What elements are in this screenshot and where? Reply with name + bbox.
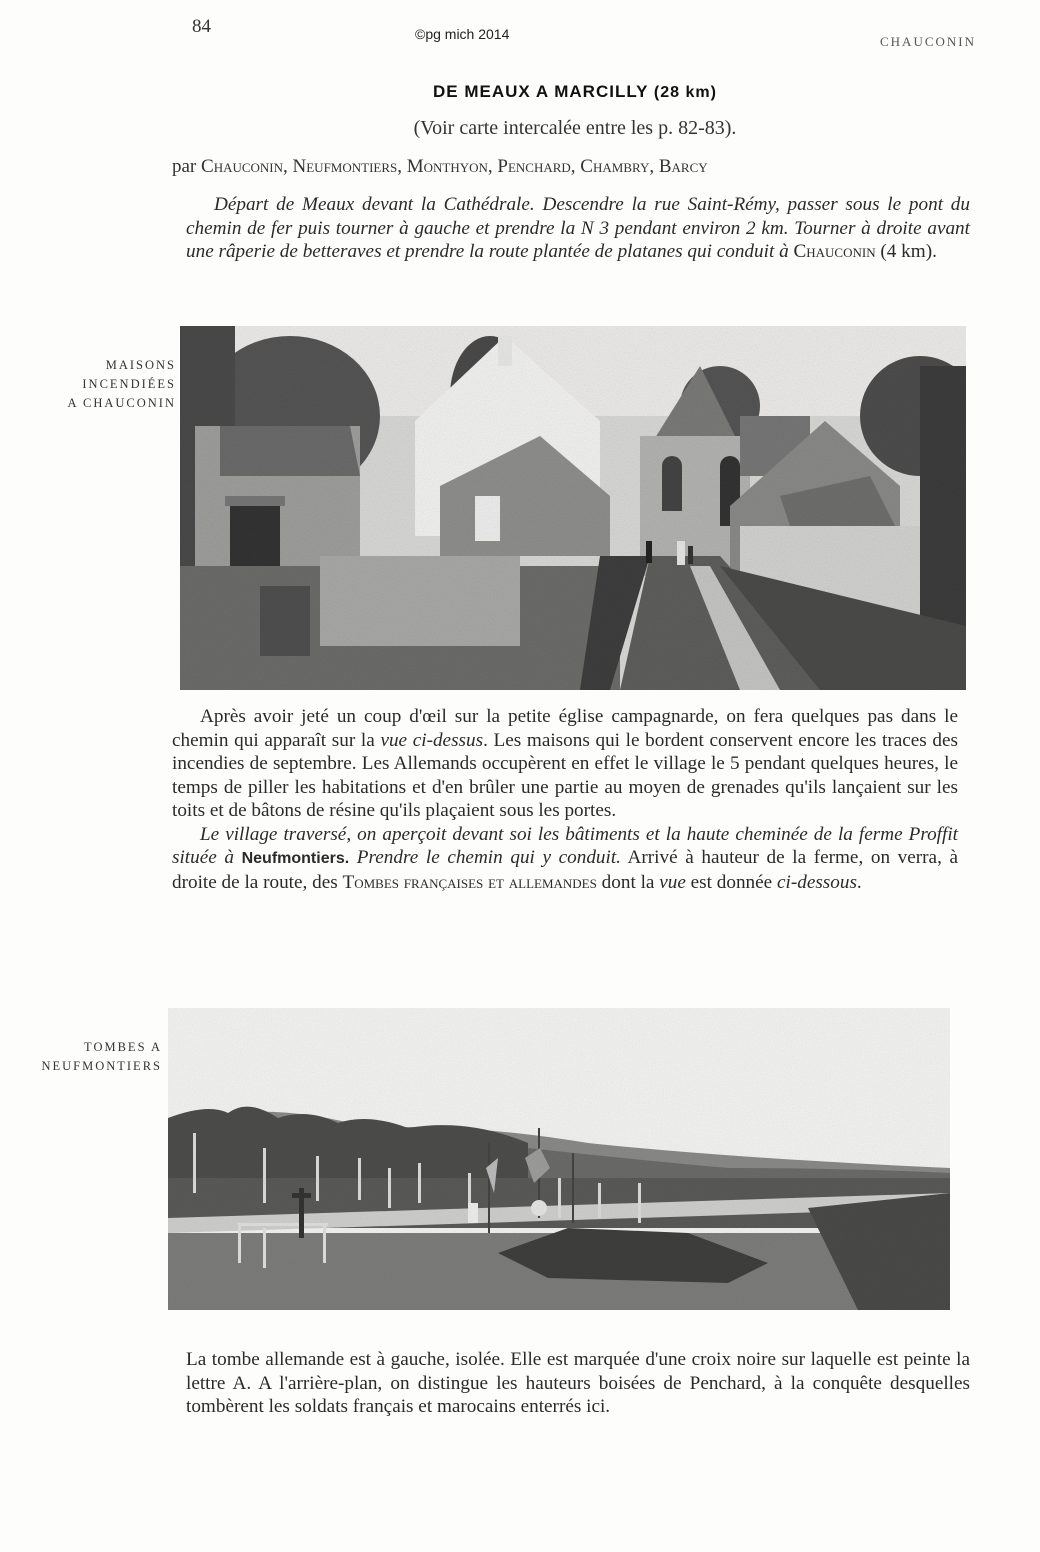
paragraph-1 [172,705,958,823]
text-run-smallcaps: Tombes françaises et allemandes [342,871,597,893]
route-title-text: DE MEAUX A MARCILLY [433,82,649,101]
paragraph-2 [172,823,958,895]
route-via [172,156,972,178]
caption-line: A CHAUCONIN [67,396,176,410]
body-text [172,705,958,894]
text-run: est donnée [690,871,773,893]
text-run: dont la [601,871,655,893]
place-name-bold: Neufmontiers. [241,850,350,867]
caption-line: TOMBES A [84,1040,162,1054]
photo-graves-image [168,1008,950,1310]
closing-paragraph [186,1348,970,1419]
map-note: (Voir carte intercalée entre les p. 82-83). [413,117,737,139]
text-run: . Les maisons qui le bordent conservent encore les traces des incendies de septembre. Les Allemands occupèrent en effet le village le 5 pendant quelques heures, le temps de piller les habitations et d'en brûler une partie au moyen de grenades qu'ils lançaient sur les toits et de bâtons de résine qu'ils plaçaient sous les portes. [172,729,958,821]
figure-2-caption [10,1038,162,1076]
text-run: Après avoir jeté un coup d'œil sur la petite église campagnarde, on fera quelques pas dans le chemin qui apparaît sur la [172,706,958,751]
caption-line: MAISONS [105,358,176,372]
text-run: Arrivé à hauteur de la ferme, on verra, à droite de la route, des [172,847,959,893]
photo-houses-chauconin [180,326,966,690]
text-run-italic: vue ci-dessus [380,729,484,751]
route-distance: (28 km) [653,84,717,101]
text-run-italic: ci-dessous [776,871,857,893]
watermark-text: ©pg mich 2014 [415,26,510,42]
intro-text-2: (4 km). [880,241,937,262]
intro-paragraph [186,193,970,264]
closing-text: La tombe allemande est à gauche, isolée. Elle est marquée d'une croix noire sur laquelle est peinte la lettre A. A l'arrière-plan, on distingue les hauteurs boisées de Penchard, à la conquête desquelles tombèrent les soldats français et marocains enterrés ici. [186,1349,970,1417]
route-title [170,82,980,102]
caption-line: INCENDIÉES [82,377,176,391]
photo-graves-neufmontiers [168,1008,950,1310]
running-head: CHAUCONIN [880,34,976,49]
caption-line: NEUFMONTIERS [41,1059,162,1073]
text-run-italic: vue [659,871,686,893]
page-number: 84 [192,16,211,37]
via-prefix: par [172,156,197,177]
text-run-italic: Le village traversé, on aperçoit devant soi les bâtiments et la haute cheminée de la ferme Proffit située à [172,823,958,868]
intro-place: Chauconin [793,241,876,262]
intro-text-1: Départ de Meaux devant la Cathédrale. Descendre la rue Saint-Rémy, passer sous le pont du chemin de fer puis tourner à gauche et prendre la N 3 pendant environ 2 km. Tourner à droite avant une râperie de betteraves et prendre la route plantée de platanes qui conduit à [186,194,970,262]
text-run-italic: Prendre le chemin qui y conduit. [356,847,621,868]
via-places: Chauconin, Neufmontiers, Monthyon, Penchard, Chambry, Barcy [201,156,708,177]
figure-1-caption [40,356,176,413]
photo-houses-image [180,326,966,690]
text-run: . [856,871,862,893]
